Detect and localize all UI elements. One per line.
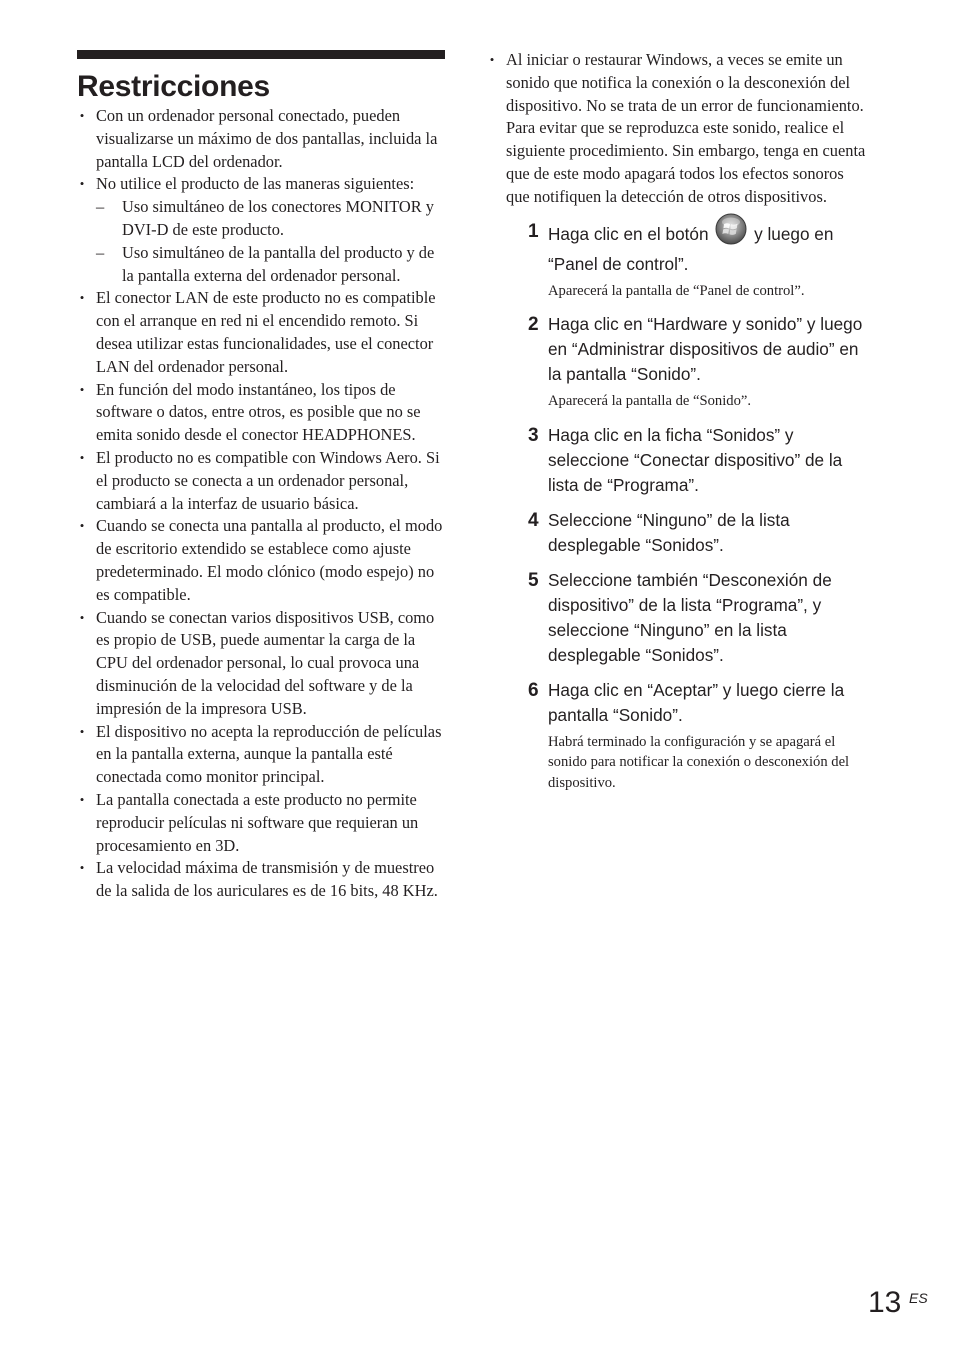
sub-list-item: – Uso simultáneo de los conectores MONITOR y DVI-D de este producto. (96, 197, 434, 239)
section-title: Restricciones (77, 70, 270, 103)
sub-list-item: – Uso simultáneo de la pantalla del producto y de la pantalla externa del ordenador personal. (96, 242, 435, 285)
bullet-icon: • (79, 723, 85, 739)
bullet-icon: • (79, 381, 85, 397)
bullet-icon: • (489, 52, 495, 67)
list-item: • La pantalla conectada a este producto no permite reproducir películas ni software que requieran un procesamiento en 3D. (77, 789, 445, 857)
step-5: 5 Seleccione también “Desconexión de dispositivo” de la lista “Programa”, y seleccione “Ninguno” en la lista desplegable “Sonidos”. (528, 569, 832, 665)
list-item: • Cuando se conectan varios dispositivos USB, como es propio de USB, puede aumentar la carga de la CPU del ordenador personal, lo cual provoca una disminución de la velocidad del software y de la impresión de la impresora USB. (77, 607, 445, 721)
step-6: 6 Haga clic en “Aceptar” y luego cierre la pantalla “Sonido”. Habrá terminado la configuración y se apagará el sonido para notificar la conexión o desconexión del dispositivo. (487, 678, 867, 794)
list-item: • En función del modo instantáneo, los tipos de software o datos, entre otros, es posible que no se emita sonido desde el conector HEADPHONES. (77, 379, 445, 447)
step-number: 5 (528, 569, 539, 591)
step-number: 4 (528, 509, 539, 531)
page-number: 13 (868, 1286, 902, 1319)
step-note: Aparecerá la pantalla de “Sonido”. (548, 393, 751, 410)
bullet-icon: • (79, 860, 85, 876)
list-item: • El conector LAN de este producto no es compatible con el arranque en red ni el encendido remoto. Si desea utilizar estas funcionalidades, use el conector LAN del ordenador personal. (77, 287, 445, 378)
step-number: 3 (528, 424, 539, 446)
windows-start-button-icon (715, 213, 747, 252)
list-item: • El dispositivo no acepta la reproducción de películas en la pantalla externa, aunque la pantalla esté conectada como monitor principal. (77, 721, 445, 789)
sub-list (96, 196, 445, 287)
step-number: 1 (528, 220, 539, 242)
bullet-icon: • (79, 449, 85, 465)
page-language: ES (909, 1290, 928, 1306)
step-note: Habrá terminado la configuración y se apagará el sonido para notificar la conexión o desconexión del dispositivo. (548, 733, 850, 791)
bullet-icon: • (79, 609, 85, 625)
list-item: • El producto no es compatible con Windows Aero. Si el producto se conecta a un ordenador personal, cambiará a la interfaz de usuario básica. (77, 447, 445, 515)
step-1: 1 Haga clic en el botón y luego en “Panel de control”. Aparecerá la pantalla de “Panel de control”. (487, 219, 867, 302)
step-number: 2 (528, 314, 539, 336)
dash-icon: – (96, 197, 105, 217)
bullet-icon: • (79, 791, 85, 807)
title-rule (77, 50, 445, 59)
list-item: • No utilice el producto de las maneras siguientes: – Uso simultáneo de los conectores MONITOR y DVI-D de este producto. – Uso simultáneo de la pantalla del producto y de la pantalla externa del ordenador personal. (77, 173, 445, 287)
dash-icon: – (96, 242, 105, 262)
left-column (77, 50, 445, 903)
list-item: • Al iniciar o restaurar Windows, a veces se emite un sonido que notifica la conexión o la desconexión del dispositivo. No se trata de un error de funcionamiento. Para evitar que se reproduzca este sonido, realice el siguiente procedimiento. Sin embargo, tenga en cuenta que de este modo apagará todos los efectos sonoros que notifiquen la detección de otros dispositivos. (487, 49, 867, 209)
bullet-icon: • (79, 518, 85, 534)
windows-sound-note (487, 49, 867, 209)
step-note: Aparecerá la pantalla de “Panel de control”. (548, 282, 805, 299)
step-4: 4 Seleccione “Ninguno” de la lista desplegable “Sonidos”. (528, 509, 790, 555)
bullet-icon: • (79, 108, 85, 123)
list-item: • La velocidad máxima de transmisión y de muestreo de la salida de los auriculares es de 16 bits, 48 KHz. (77, 857, 445, 903)
list-item: • Con un ordenador personal conectado, pueden visualizarse un máximo de dos pantallas, incluida la pantalla LCD del ordenador. (77, 105, 445, 173)
restrictions-list (77, 105, 445, 903)
bullet-icon: • (79, 290, 85, 306)
step-3: 3 Haga clic en la ficha “Sonidos” y seleccione “Conectar dispositivo” de la lista de “Programa”. (528, 424, 843, 495)
bullet-icon: • (79, 176, 85, 192)
list-item: • Cuando se conecta una pantalla al producto, el modo de escritorio extendido se establece como ajuste predeterminado. El modo clónico (modo espejo) no es compatible. (77, 515, 445, 606)
right-column (487, 49, 867, 793)
step-2: 2 Haga clic en “Hardware y sonido” y luego en “Administrar dispositivos de audio” en la pantalla “Sonido”. Aparecerá la pantalla de “Sonido”. (487, 312, 867, 412)
step-number: 6 (528, 679, 539, 701)
